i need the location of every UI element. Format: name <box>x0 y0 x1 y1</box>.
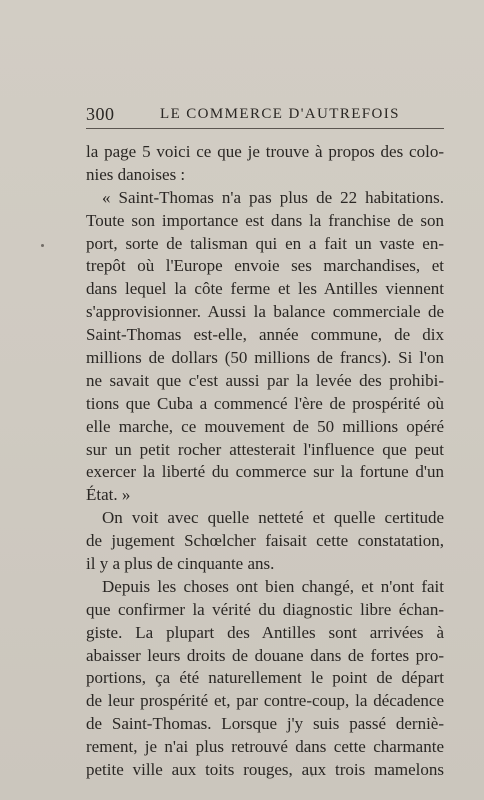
paper-speck <box>41 244 44 247</box>
running-title: LE COMMERCE D'AUTREFOIS <box>160 106 400 122</box>
text-line: de jugement Schœlcher faisait cette constatation, <box>86 531 444 551</box>
text-line: millions de dollars (50 millions de francs). Si l'on <box>86 348 444 368</box>
text-line: giste. La plupart des Antilles sont arrivées à <box>86 622 444 642</box>
text-line: il y a plus de cinquante ans. <box>86 554 275 574</box>
text-line: portions, ça été naturellement le point de départ <box>86 668 444 688</box>
text-line: ne savait que c'est aussi par la levée des prohibi- <box>86 370 444 390</box>
page-number: 300 <box>86 104 115 124</box>
text-line: trepôt où l'Europe envoie ses marchandises, et <box>86 256 444 276</box>
text-line: elle marche, ce mouvement de 50 millions opéré <box>86 416 444 436</box>
text-line: Saint-Thomas est-elle, année commune, de dix <box>86 325 444 345</box>
text-line: Toute son importance est dans la franchise de son <box>86 210 444 230</box>
text-line: dans lequel la côte ferme et les Antilles viennent <box>86 279 444 299</box>
text-line: petite ville aux toits rouges, aux trois mamelons <box>86 760 444 780</box>
paper-speck <box>311 772 313 777</box>
body-text <box>86 141 444 782</box>
text-line: On voit avec quelle netteté et quelle certitude <box>102 508 444 528</box>
text-line: exercer la liberté du commerce sur la fortune d'un <box>86 462 444 482</box>
text-line: abaisser leurs droits de douane dans de fortes pro- <box>86 645 444 665</box>
text-line: la page 5 voici ce que je trouve à propos des colo- <box>86 142 444 161</box>
header-rule <box>86 128 444 129</box>
text-line: s'approvisionner. Aussi la balance commerciale de <box>86 302 444 322</box>
text-line: sur un petit rocher attesterait l'influence que peut <box>86 439 444 459</box>
text-line: de leur prospérité et, par contre-coup, la décadence <box>86 691 444 711</box>
text-line: tions que Cuba a commencé l'ère de prospérité où <box>86 393 444 413</box>
text-line: rement, je n'ai plus retrouvé dans cette charmante <box>86 737 444 757</box>
text-line: que confirmer la vérité du diagnostic libre échan- <box>86 599 444 619</box>
page-header <box>86 104 444 126</box>
text-line: Depuis les choses ont bien changé, et n'ont fait <box>102 576 444 596</box>
text-line: nies danoises : <box>86 164 186 184</box>
text-line: État. » <box>86 485 131 505</box>
text-line: port, sorte de talisman qui en a fait un vaste en- <box>86 233 444 253</box>
text-line: de Saint-Thomas. Lorsque j'y suis passé derniè- <box>86 714 444 734</box>
text-line: « Saint-Thomas n'a pas plus de 22 habitations. <box>102 187 444 207</box>
